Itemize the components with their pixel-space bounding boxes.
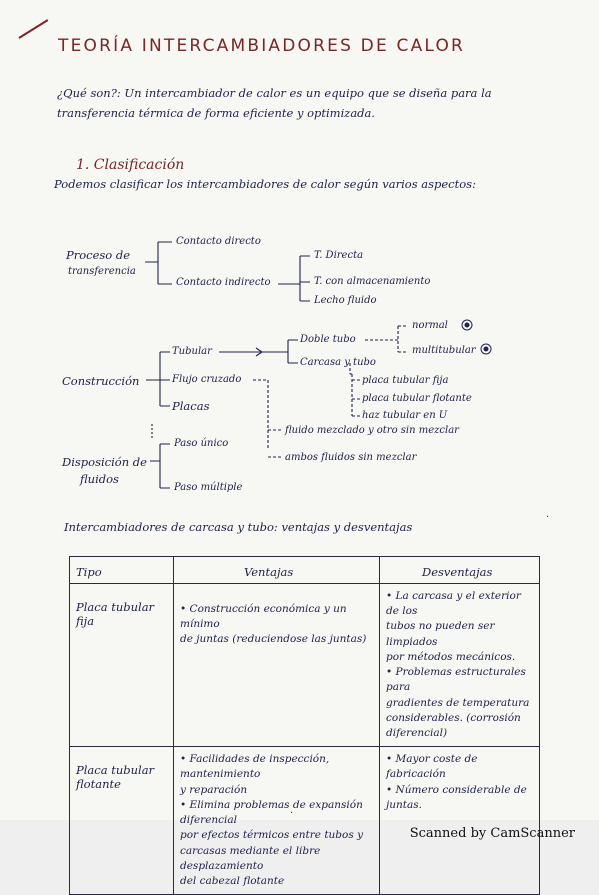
tree-proceso-label-2: transferencia xyxy=(68,266,136,277)
tree-proceso-label: Proceso de xyxy=(66,248,131,262)
cell-ventajas xyxy=(174,584,380,747)
tree-t-directa: T. Directa xyxy=(314,250,364,261)
tree-flujo-cruzado: Flujo cruzado xyxy=(172,374,242,385)
cell-line: y reparación xyxy=(180,783,248,796)
cell-line: por efectos térmicos entre tubos y xyxy=(180,829,364,842)
intro-line-1: ¿Qué son?: Un intercambiador de calor es un equipo que se diseña para la xyxy=(57,86,492,100)
tree-tubular: Tubular xyxy=(172,346,212,357)
cell-desventajas xyxy=(380,747,540,895)
tree-disposicion-label: Disposición de xyxy=(62,455,147,469)
tree-doble-tubo: Doble tubo xyxy=(300,334,356,345)
tree-contacto-indirecto: Contacto indirecto xyxy=(176,277,271,288)
cell-line: gradientes de temperatura xyxy=(386,696,530,709)
ink-dot: · xyxy=(546,512,550,523)
cell-line: flotante xyxy=(76,777,121,792)
header-tipo: Tipo xyxy=(70,557,174,584)
cell-line: del cabezal flotante xyxy=(180,874,285,887)
intro-line-2: transferencia térmica de forma eficiente y optimizada. xyxy=(57,106,376,120)
header-desventajas: Desventajas xyxy=(380,557,540,584)
tree-fluidos-label: fluidos xyxy=(80,472,119,486)
cell-line: • Construcción económica y un mínimo xyxy=(180,603,347,631)
cell-line: de juntas (reduciendose las juntas) xyxy=(180,633,367,646)
page-title: TEORÍA INTERCAMBIADORES DE CALOR xyxy=(58,36,466,56)
ink-dot: · xyxy=(290,808,294,819)
tree-paso-unico: Paso único xyxy=(174,438,229,449)
cell-line: • Problemas estructurales para xyxy=(386,666,526,694)
cell-line: • Facilidades de inspección, mantenimiento xyxy=(180,753,330,781)
tree-placa-fija: placa tubular fija xyxy=(362,375,449,386)
table-row xyxy=(70,747,540,895)
section-lead: Podemos clasificar los intercambiadores de calor según varios aspectos: xyxy=(54,177,476,191)
tree-paso-multiple: Paso múltiple xyxy=(174,482,243,493)
cell-line: fija xyxy=(76,614,95,628)
tree-placa-flotante: placa tubular flotante xyxy=(362,393,472,404)
tree-carcasa-tubo: Carcasa y tubo xyxy=(300,357,376,368)
cell-line: Placa tubular xyxy=(76,763,155,778)
tree-normal: normal xyxy=(412,320,448,331)
tree-t-almacenamiento: T. con almacenamiento xyxy=(314,276,431,287)
tree-lecho-fluido: Lecho fluido xyxy=(314,295,377,306)
cell-ventajas xyxy=(174,747,380,895)
tree-contacto-directo: Contacto directo xyxy=(176,236,261,247)
cell-line: considerables. (corrosión diferencial) xyxy=(386,711,521,739)
section-title-clasificacion: 1. Clasificación xyxy=(76,157,185,173)
tree-multitubular: multitubular xyxy=(412,345,476,356)
cell-line: tubos no pueden ser limpiados xyxy=(386,620,495,648)
table-header-row xyxy=(70,557,540,584)
cell-line: • Mayor coste de fabricación xyxy=(386,753,478,781)
cell-line: juntas. xyxy=(386,798,422,811)
cell-line: • Elimina problemas de expansión diferencial xyxy=(180,798,363,827)
cell-tipo xyxy=(70,747,174,895)
cell-line: Placa tubular xyxy=(76,600,155,614)
table-heading: Intercambiadores de carcasa y tubo: ventajas y desventajas xyxy=(64,520,413,534)
tree-haz-u: haz tubular en U xyxy=(362,410,448,421)
cell-desventajas xyxy=(380,584,540,747)
tree-fluido-mezclado: fluido mezclado y otro sin mezclar xyxy=(285,425,459,436)
tree-placas: Placas xyxy=(172,399,210,413)
cell-line: carcasas mediante el libre desplazamiento xyxy=(180,844,321,872)
table-row xyxy=(70,584,540,747)
cell-line: • La carcasa y el exterior de los xyxy=(386,590,521,618)
comparison-table xyxy=(69,556,539,895)
scanner-watermark: Scanned by CamScanner xyxy=(409,826,575,841)
tree-construccion-label: Construcción xyxy=(62,374,140,388)
header-ventajas: Ventajas xyxy=(174,557,380,584)
cell-line: • Número considerable de xyxy=(386,783,527,796)
cell-tipo xyxy=(70,584,174,747)
cell-line: por métodos mecánicos. xyxy=(386,650,516,663)
tree-ambos-fluidos: ambos fluidos sin mezclar xyxy=(285,452,417,463)
